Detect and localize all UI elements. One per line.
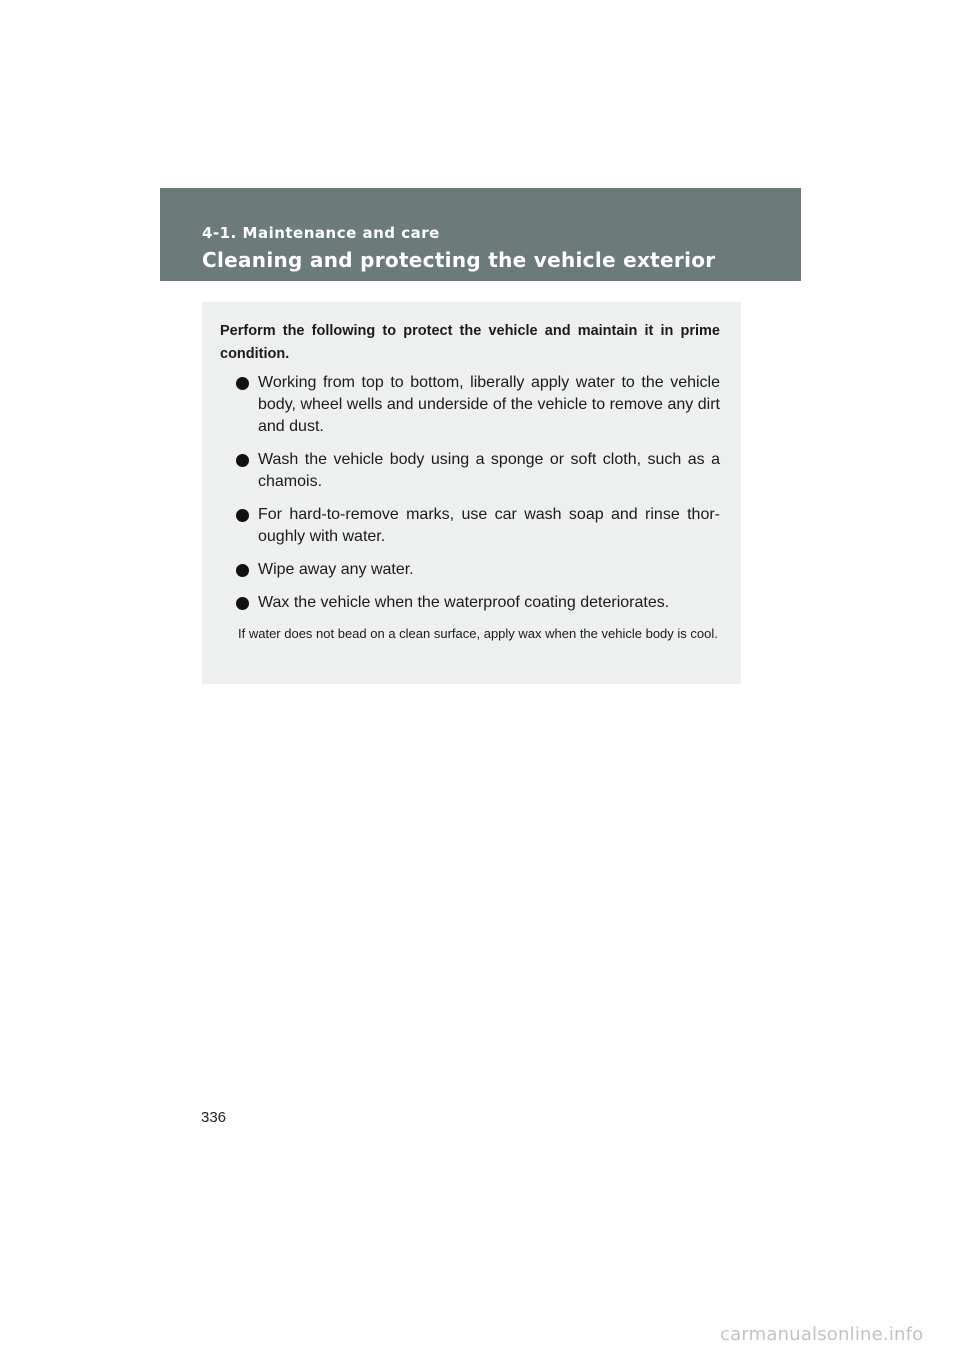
bullet-item <box>236 504 720 548</box>
bullet-list <box>236 372 720 625</box>
bullet-item <box>236 592 720 614</box>
watermark: carmanualsonline.info <box>720 1324 924 1345</box>
content-box <box>202 302 741 684</box>
bullet-icon <box>236 377 249 390</box>
bullet-icon <box>236 564 249 577</box>
note-text: If water does not bead on a clean surface, apply wax when the vehicle body is cool. <box>238 626 718 641</box>
page-title: Cleaning and protecting the vehicle exterior <box>202 248 716 272</box>
bullet-item <box>236 372 720 438</box>
bullet-text: For hard-to-remove marks, use car wash soap and rinse thor-oughly with water. <box>258 506 720 545</box>
section-header-band <box>160 188 801 281</box>
section-label: 4-1. Maintenance and care <box>202 224 440 242</box>
bullet-item <box>236 449 720 493</box>
bullet-icon <box>236 509 249 522</box>
bullet-text: Wax the vehicle when the waterproof coating deteriorates. <box>258 594 670 611</box>
intro-text: Perform the following to protect the vehicle and maintain it in prime condition. <box>220 323 720 362</box>
bullet-icon <box>236 454 249 467</box>
bullet-text: Wipe away any water. <box>258 561 414 578</box>
page-number: 336 <box>201 1109 227 1126</box>
bullet-text: Working from top to bottom, liberally apply water to the vehicle body, wheel wells and underside of the vehicle to remove any dirt and dust. <box>258 374 720 435</box>
bullet-icon <box>236 597 249 610</box>
bullet-item <box>236 559 720 581</box>
bullet-text: Wash the vehicle body using a sponge or soft cloth, such as a chamois. <box>258 451 720 490</box>
